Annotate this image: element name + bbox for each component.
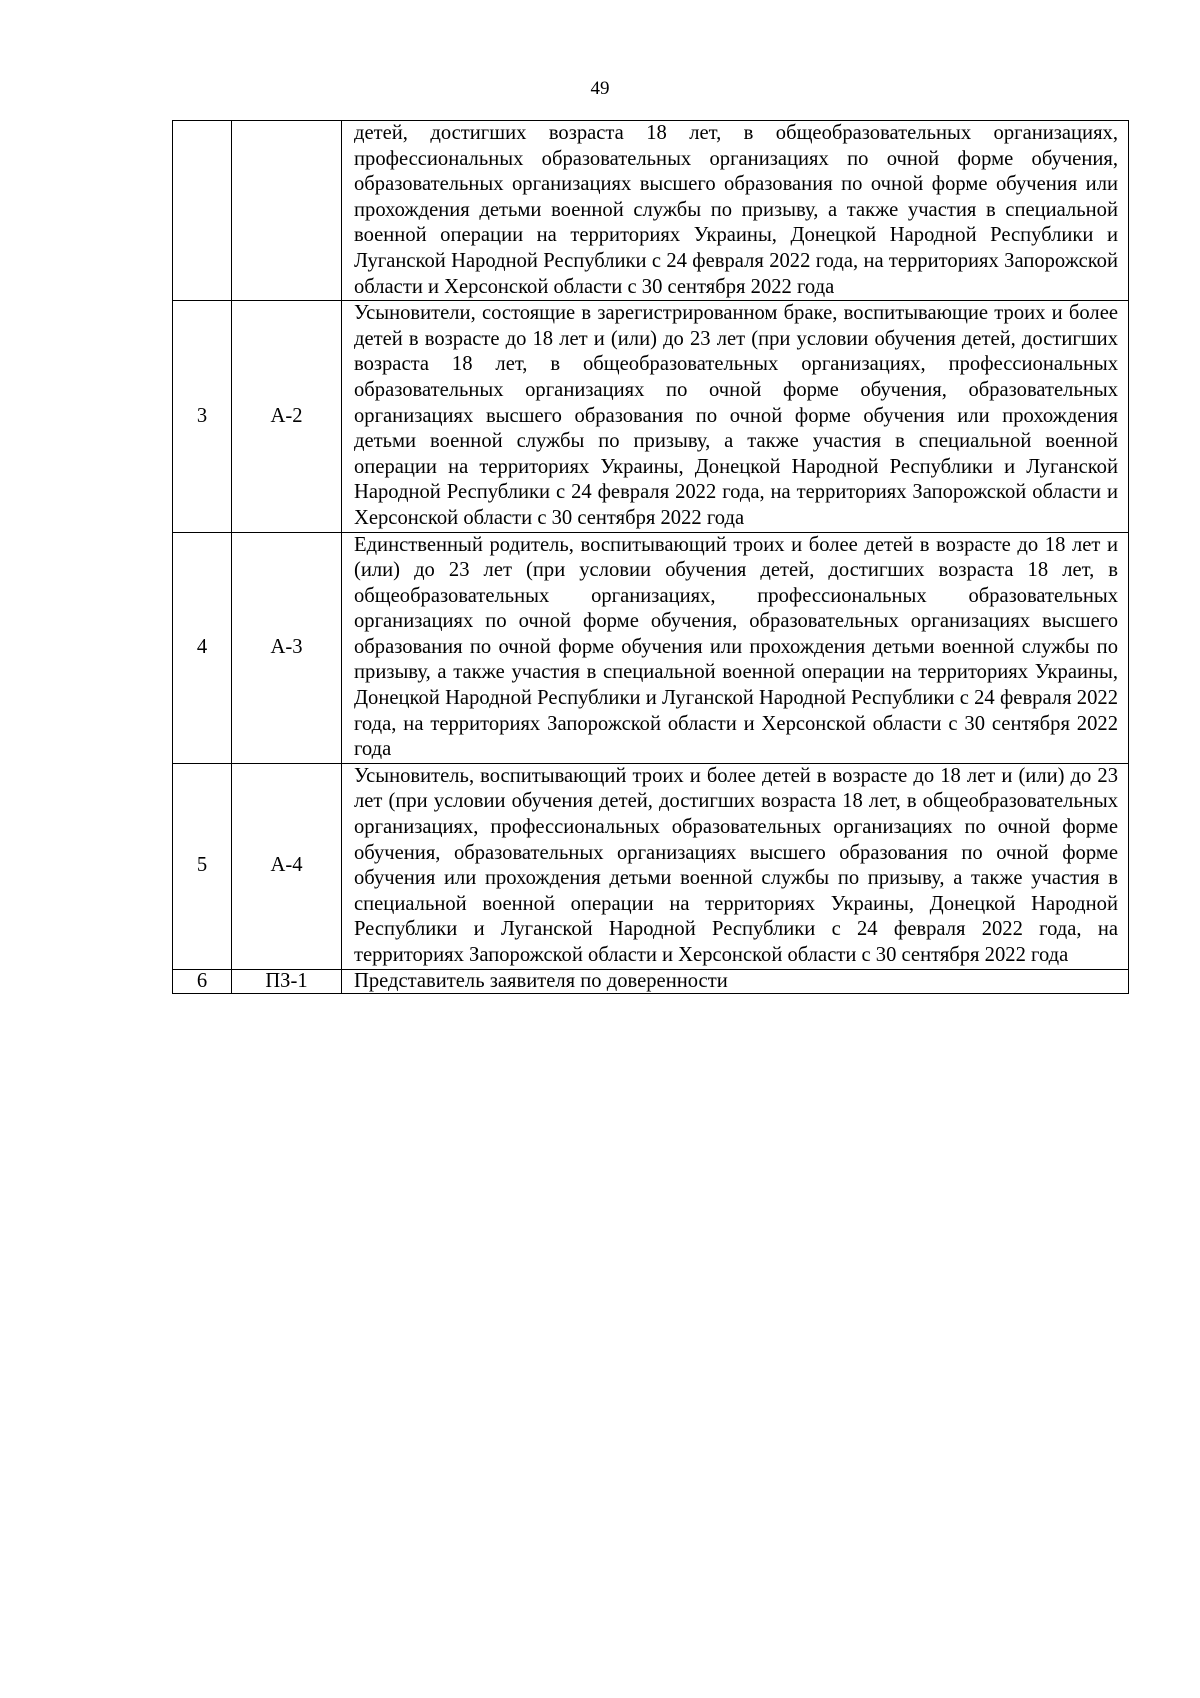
page-number: 49 <box>590 78 610 99</box>
category-description-cell: Единственный родитель, воспитывающий троих и более детей в возрасте до 18 лет и (или) до 23 лет (при условии обучения детей, достигших возраста 18 лет, в общеобразовательных организациях, профессиональных образовательных организациях по очной форме обучения, образовательных организациях высшего образования по очной форме обучения или прохождения детьми военной службы по призыву, а также участия в специальной военной операции на территориях Украины, Донецкой Народной Республики и Луганской Народной Республики с 24 февраля 2022 года, на территориях Запорожской области и Херсонской области с 30 сентября 2022 года <box>342 532 1129 763</box>
row-number-cell: 6 <box>173 969 232 993</box>
category-code-cell: А-4 <box>232 763 342 969</box>
table-row <box>173 121 1129 301</box>
category-code-cell: ПЗ-1 <box>232 969 342 993</box>
category-description-cell: Усыновитель, воспитывающий троих и более детей в возрасте до 18 лет и (или) до 23 лет (при условии обучения детей, достигших возраста 18 лет, в общеобразовательных организациях, профессиональных образовательных организациях по очной форме обучения, образовательных организациях высшего образования по очной форме обучения или прохождения детьми военной службы по призыву, а также участия в специальной военной операции на территориях Украины, Донецкой Народной Республики и Луганской Народной Республики с 24 февраля 2022 года, на территориях Запорожской области и Херсонской области с 30 сентября 2022 года <box>342 763 1129 969</box>
row-number-cell: 4 <box>173 532 232 763</box>
category-description-cell: Усыновители, состоящие в зарегистрированном браке, воспитывающие троих и более детей в возрасте до 18 лет и (или) до 23 лет (при условии обучения детей, достигших возраста 18 лет, в общеобразовательных организациях, профессиональных образовательных организациях по очной форме обучения, образовательных организациях высшего образования по очной форме обучения или прохождения детьми военной службы по призыву, а также участия в специальной военной операции на территориях Украины, Донецкой Народной Республики и Луганской Народной Республики с 24 февраля 2022 года, на территориях Запорожской области и Херсонской области с 30 сентября 2022 года <box>342 301 1129 532</box>
table-row <box>173 969 1129 993</box>
category-description-cell: детей, достигших возраста 18 лет, в общеобразовательных организациях, профессиональных образовательных организациях по очной форме обучения, образовательных организациях высшего образования по очной форме обучения или прохождения детьми военной службы по призыву, а также участия в специальной военной операции на территориях Украины, Донецкой Народной Республики и Луганской Народной Республики с 24 февраля 2022 года, на территориях Запорожской области и Херсонской области с 30 сентября 2022 года <box>342 121 1129 301</box>
category-code-cell <box>232 121 342 301</box>
table-row <box>173 763 1129 969</box>
category-code-cell: А-2 <box>232 301 342 532</box>
table-row <box>173 532 1129 763</box>
row-number-cell: 3 <box>173 301 232 532</box>
category-code-cell: А-3 <box>232 532 342 763</box>
row-number-cell <box>173 121 232 301</box>
applicant-categories-table <box>172 120 1129 994</box>
table-row <box>173 301 1129 532</box>
category-description-cell: Представитель заявителя по доверенности <box>342 969 1129 993</box>
row-number-cell: 5 <box>173 763 232 969</box>
